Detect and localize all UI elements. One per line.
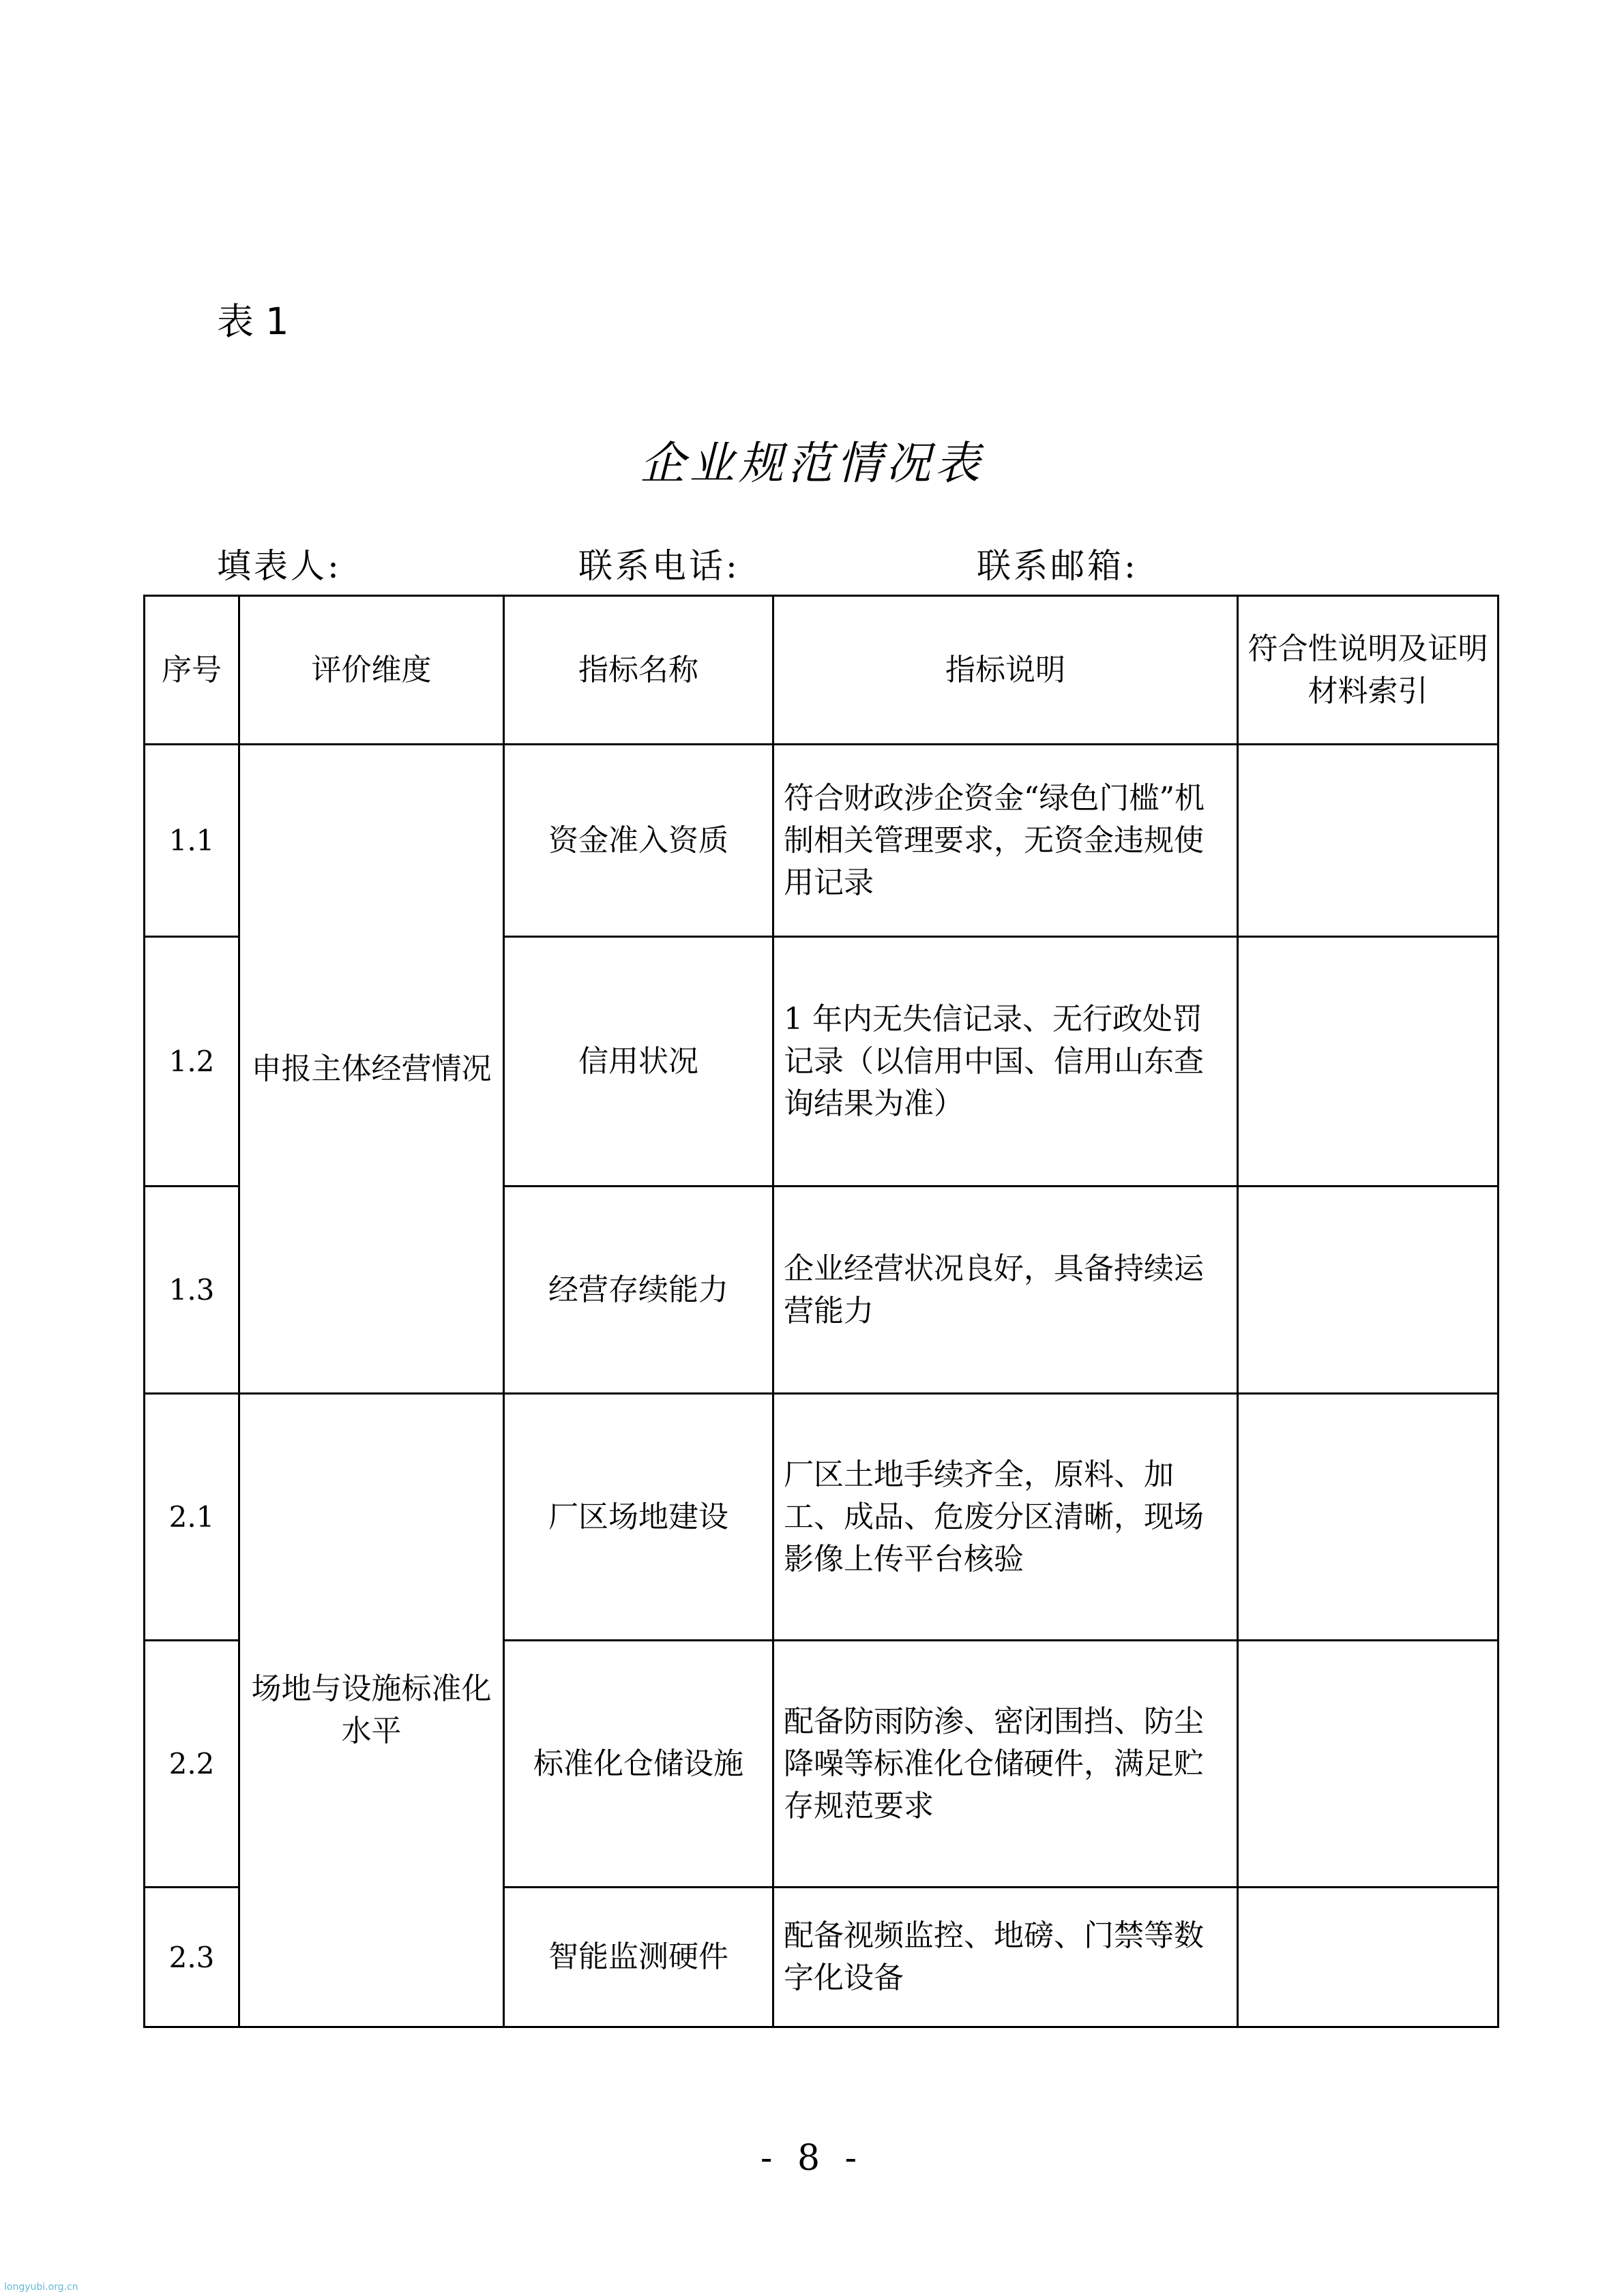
reference-cell[interactable] — [1238, 1641, 1498, 1888]
indicator-name: 智能监测硬件 — [504, 1888, 773, 2027]
indicator-name: 信用状况 — [504, 937, 773, 1187]
table-header-row — [145, 596, 1498, 745]
phone-field-label: 联系电话: — [578, 546, 740, 586]
email-field-label: 联系邮箱: — [977, 546, 1138, 586]
specification-table — [143, 595, 1499, 2028]
header-reference: 符合性说明及证明材料索引 — [1238, 596, 1498, 745]
reference-cell[interactable] — [1238, 1394, 1498, 1641]
row-seq: 2.3 — [145, 1888, 239, 2027]
indicator-description: 配备视频监控、地磅、门禁等数字化设备 — [773, 1888, 1238, 2027]
reference-cell[interactable] — [1238, 937, 1498, 1187]
reference-cell[interactable] — [1238, 745, 1498, 937]
filler-field-label: 填表人: — [217, 546, 342, 586]
row-seq: 1.1 — [145, 745, 239, 937]
table-label: 表 1 — [217, 300, 289, 343]
reference-cell[interactable] — [1238, 1888, 1498, 2027]
dimension-cell: 场地与设施标准化水平 — [239, 1394, 504, 2027]
site-watermark: longyubi.org.cn — [4, 2282, 78, 2293]
document-title: 企业规范情况表 — [640, 437, 984, 490]
indicator-name: 资金准入资质 — [504, 745, 773, 937]
indicator-description: 企业经营状况良好，具备持续运营能力 — [773, 1187, 1238, 1394]
row-seq: 2.1 — [145, 1394, 239, 1641]
reference-cell[interactable] — [1238, 1187, 1498, 1394]
indicator-description: 厂区土地手续齐全，原料、加工、成品、危废分区清晰，现场影像上传平台核验 — [773, 1394, 1238, 1641]
row-seq: 1.2 — [145, 937, 239, 1187]
indicator-name: 标准化仓储设施 — [504, 1641, 773, 1888]
row-seq: 2.2 — [145, 1641, 239, 1888]
header-indicator: 指标名称 — [504, 596, 773, 745]
dimension-cell: 申报主体经营情况 — [239, 745, 504, 1394]
row-seq: 1.3 — [145, 1187, 239, 1394]
table-row — [145, 1394, 1498, 1641]
header-dimension: 评价维度 — [239, 596, 504, 745]
header-seq: 序号 — [145, 596, 239, 745]
header-description: 指标说明 — [773, 596, 1238, 745]
table-row — [145, 745, 1498, 937]
indicator-name: 经营存续能力 — [504, 1187, 773, 1394]
page-number: - 8 - — [760, 2138, 864, 2179]
indicator-description: 配备防雨防渗、密闭围挡、防尘降噪等标准化仓储硬件，满足贮存规范要求 — [773, 1641, 1238, 1888]
indicator-description: 1 年内无失信记录、无行政处罚记录（以信用中国、信用山东查询结果为准） — [773, 937, 1238, 1187]
indicator-description: 符合财政涉企资金“绿色门槛”机制相关管理要求，无资金违规使用记录 — [773, 745, 1238, 937]
indicator-name: 厂区场地建设 — [504, 1394, 773, 1641]
